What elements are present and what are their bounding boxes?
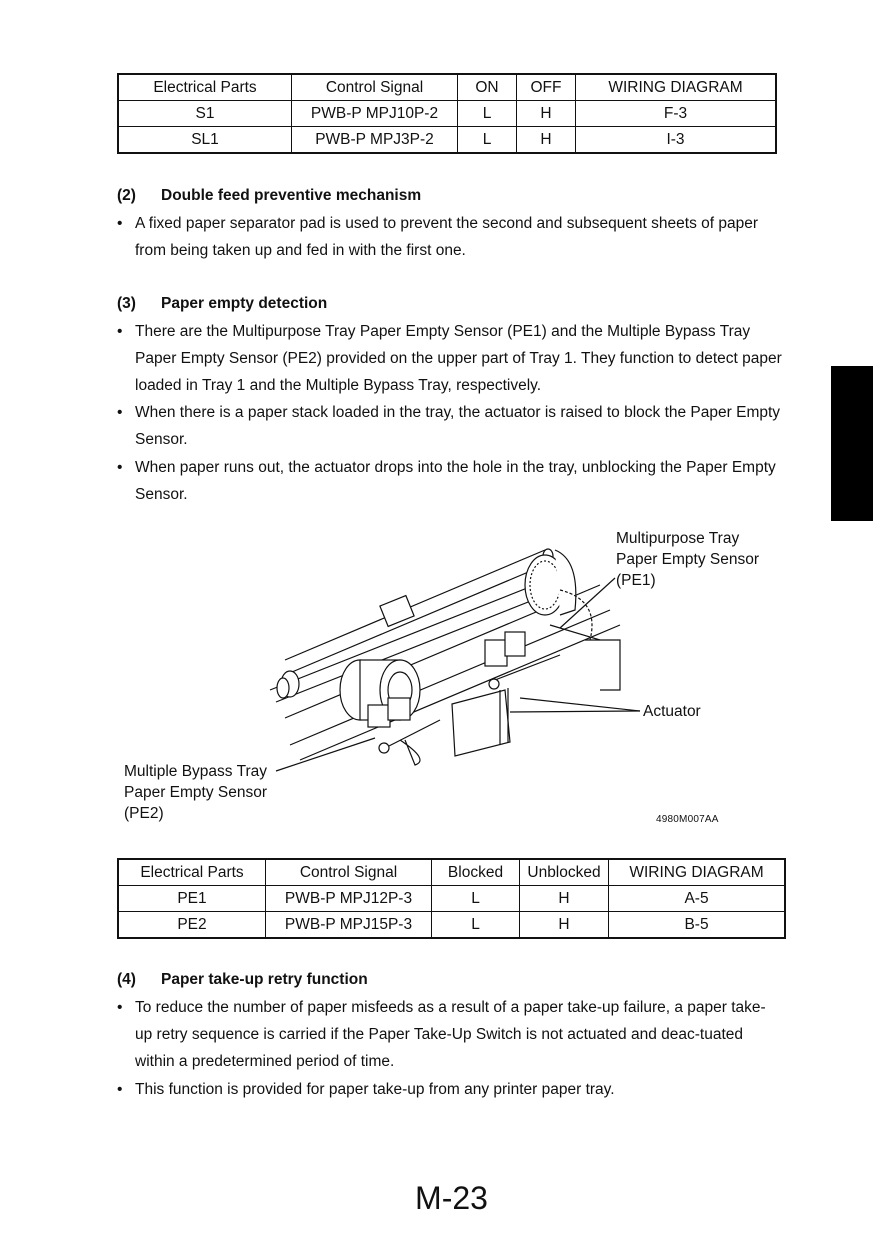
header-cell: Blocked <box>432 859 520 886</box>
figure-label-pe2: Multiple Bypass Tray Paper Empty Sensor (PE2) <box>124 763 268 822</box>
table-cell: H <box>520 912 609 939</box>
table-cell: H <box>517 127 576 154</box>
bullet-item <box>117 454 782 508</box>
table-cell: PWB-P MPJ3P-2 <box>292 127 458 154</box>
bullet-text: To reduce the number of paper misfeeds as a result of a paper take-up failure, a paper take-up retry sequence is carried if the Paper Take-Up Switch is not actuated and deac-tuated within a predetermined period of time. <box>135 999 766 1070</box>
pe2-sensor <box>368 698 440 765</box>
section-title: Double feed preventive mechanism <box>161 187 422 204</box>
tray-bracket <box>550 625 620 690</box>
table-header-row <box>118 74 776 101</box>
bullet-dot-icon: • <box>117 999 123 1016</box>
table-cell: PWB-P MPJ12P-3 <box>266 886 432 912</box>
table-row <box>118 127 776 154</box>
bullet-dot-icon: • <box>117 404 123 421</box>
figure-label-pe1: Multipurpose Tray Paper Empty Sensor (PE1) <box>616 530 760 589</box>
gear-wheel <box>525 550 592 640</box>
section-number: (3) <box>117 295 136 312</box>
table-row <box>118 101 776 127</box>
pe1-sensor <box>485 632 560 689</box>
leader-line-actuator <box>510 711 640 712</box>
table-cell: I-3 <box>576 127 777 154</box>
bullet-text: This function is provided for paper take-up from any printer paper tray. <box>135 1081 615 1098</box>
bullet-item <box>117 399 782 453</box>
header-cell: Control Signal <box>292 74 458 101</box>
table-cell: PWB-P MPJ15P-3 <box>266 912 432 939</box>
bullet-text: When paper runs out, the actuator drops into the hole in the tray, unblocking the Paper Empty Sensor. <box>135 459 776 503</box>
header-cell: Control Signal <box>266 859 432 886</box>
section-number: (4) <box>117 971 136 988</box>
section-title: Paper take-up retry function <box>161 971 368 988</box>
table-cell: SL1 <box>118 127 292 154</box>
leader-line-pe2 <box>276 738 375 771</box>
table-cell: L <box>458 127 517 154</box>
switch-signal-table <box>117 73 777 154</box>
bullet-text: A fixed paper separator pad is used to prevent the second and subsequent sheets of paper from being taken up and fed in with the first one. <box>135 215 759 259</box>
table-cell: PE1 <box>118 886 266 912</box>
table-cell: H <box>517 101 576 127</box>
bullet-text: There are the Multipurpose Tray Paper Empty Sensor (PE1) and the Multiple Bypass Tray Paper Empty Sensor (PE2) provided on the upper part of Tray 1. They function to detect paper loaded in Tray 1 and the Multiple Bypass Tray, respectively. <box>135 323 782 394</box>
table-row <box>118 886 785 912</box>
bullet-item <box>117 210 782 264</box>
section-title: Paper empty detection <box>161 295 328 312</box>
actuator <box>452 688 510 756</box>
header-cell: OFF <box>517 74 576 101</box>
table-cell: L <box>432 912 520 939</box>
header-cell: ON <box>458 74 517 101</box>
table-header-row <box>118 859 785 886</box>
section-heading-double-feed <box>117 187 421 205</box>
bullet-text: When there is a paper stack loaded in the tray, the actuator is raised to block the Paper Empty Sensor. <box>135 404 781 448</box>
table-cell: S1 <box>118 101 292 127</box>
leader-line-actuator <box>520 698 640 711</box>
bullet-dot-icon: • <box>117 459 123 476</box>
table-row <box>118 912 785 939</box>
header-cell: Unblocked <box>520 859 609 886</box>
sensor-signal-table <box>117 858 786 939</box>
bullet-dot-icon: • <box>117 215 123 232</box>
bullet-item <box>117 994 782 1075</box>
table-cell: PE2 <box>118 912 266 939</box>
figure-label-actuator: Actuator <box>643 703 701 720</box>
bullet-item <box>117 1076 782 1103</box>
table-cell: PWB-P MPJ10P-2 <box>292 101 458 127</box>
section-heading-retry <box>117 971 368 989</box>
bullet-dot-icon: • <box>117 1081 123 1098</box>
table-cell: H <box>520 886 609 912</box>
table-cell: B-5 <box>609 912 786 939</box>
header-cell: Electrical Parts <box>118 859 266 886</box>
header-cell: WIRING DIAGRAM <box>576 74 777 101</box>
table-cell: A-5 <box>609 886 786 912</box>
table-cell: F-3 <box>576 101 777 127</box>
section-heading-paper-empty <box>117 295 327 313</box>
table-cell: L <box>458 101 517 127</box>
bullet-dot-icon: • <box>117 323 123 340</box>
header-cell: Electrical Parts <box>118 74 292 101</box>
table-cell: L <box>432 886 520 912</box>
bullet-item <box>117 318 782 399</box>
header-cell: WIRING DIAGRAM <box>609 859 786 886</box>
section-number: (2) <box>117 187 136 204</box>
section-tab-marker <box>831 366 873 521</box>
page-number: M-23 <box>415 1180 488 1216</box>
figure-code: 4980M007AA <box>656 814 719 825</box>
